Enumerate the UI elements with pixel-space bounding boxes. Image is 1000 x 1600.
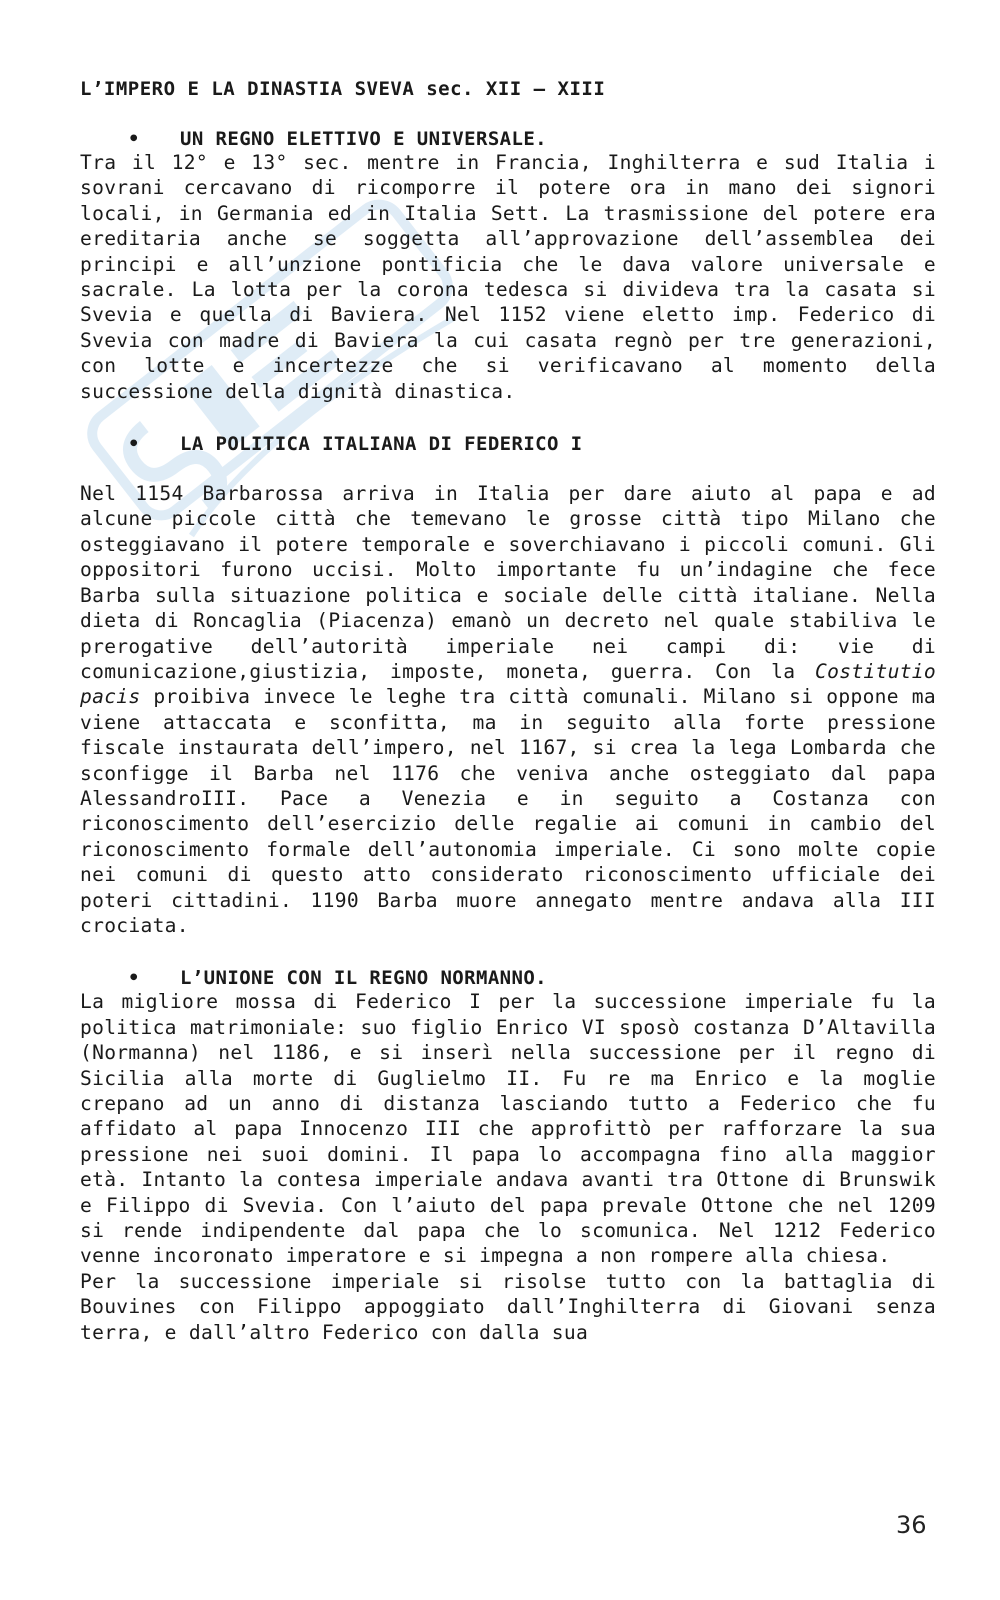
- section-paragraph: Tra il 12° e 13° sec. mentre in Francia, Inghilterra e sud Italia i sovrani cercavano di ricomporre il potere ora in mano dei signori locali, in Germania ed in Italia Sett. La trasmissione del potere era ereditaria anche se soggetta all’approvazione dell’assemblea dei principi e all’unzione pontificia che le dava valore universale e sacrale. La lotta per la corona tedesca si divideva tra la casata si Svevia e quella di Baviera. Nel 1152 viene eletto imp. Federico di Svevia con madre di Baviera la cui casata regnò per tre generazioni, con lotte e incertezze che si verificavano al momento della successione della dignità dinastica.: [80, 151, 936, 403]
- section-heading-text: LA POLITICA ITALIANA DI FEDERICO I: [180, 433, 583, 456]
- document-title: L’IMPERO E LA DINASTIA SVEVA sec. XII – XIII: [80, 78, 606, 100]
- paragraph-text: Nel 1154 Barbarossa arriva in Italia per dare aiuto al papa e ad alcune piccole città che temevano le grosse città tipo Milano che osteggiavano il potere temporale e soverchiavano i piccoli comuni. Gli oppositori furono uccisi. Molto importante fu un’indagine che fece Barba sulla situazione politica e sociale delle città italiane. Nella dieta di Roncaglia (Piacenza) emanò un decreto nel quale stabiliva le prerogative dell’autorità imperiale nei campi di: vie di comunicazione,giustizia, imposte, moneta, guerra. Con la: [80, 482, 936, 683]
- section-heading-text: L’UNIONE CON IL REGNO NORMANNO.: [180, 967, 548, 990]
- section-heading-text: UN REGNO ELETTIVO E UNIVERSALE.: [180, 128, 548, 150]
- bullet-icon: •: [128, 128, 140, 150]
- section-paragraph: [80, 481, 936, 938]
- page-number: 36: [896, 1511, 927, 1539]
- section-heading-politica-italiana: [80, 433, 936, 455]
- paragraph-text: proibiva invece le leghe tra città comunali. Milano si oppone ma viene attaccata e sconfitta, ma in seguito alla forte pressione fiscale instaurata dell’impero, nel 1167, si crea la lega Lombarda che sconfigge il Barba nel 1176 che veniva anche osteggiato dal papa AlessandroIII. Pace a Venezia e in seguito a Costanza con riconoscimento dell’esercizio delle regalie ai comuni in cambio del riconoscimento formale dell’autonomia imperiale. Ci sono molte copie nei comuni di questo atto considerato riconoscimento ufficiale dei poteri cittadini. 1190 Barba muore annegato mentre andava alla III crociata.: [80, 685, 936, 937]
- bullet-icon: •: [128, 433, 140, 456]
- section-paragraph: Per la successione imperiale si risolse tutto con la battaglia di Bouvines con Filippo appoggiato dall’Inghilterra di Giovani senza terra, e dall’altro Federico con dalla sua: [80, 1269, 936, 1344]
- section-heading-unione-normanno: [80, 967, 936, 989]
- section-heading-regno-elettivo: [80, 128, 936, 150]
- section-paragraph: La migliore mossa di Federico I per la successione imperiale fu la politica matrimoniale: suo figlio Enrico VI sposò costanza D’Altavilla (Normanna) nel 1186, e si inserì nella successione per il regno di Sicilia alla morte di Guglielmo II. Fu re ma Enrico e la moglie crepano ad un anno di distanza lasciando tutto a Federico che fu affidato al papa Innocenzo III che approfittò per rafforzare la sua pressione nei suoi domini. Il papa lo accompagna fino alla maggior età. Intanto la contesa imperiale andava avanti tra Ottone di Brunswik e Filippo di Svevia. Con l’aiuto del papa prevale Ottone che nel 1209 si rende indipendente dal papa che lo scomunica. Nel 1212 Federico venne incoronato imperatore e si impegna a non rompere alla chiesa.: [80, 990, 936, 1268]
- italic-term: Costitutio pacis: [80, 659, 936, 709]
- document-page: [80, 78, 936, 1345]
- bullet-icon: •: [128, 967, 140, 990]
